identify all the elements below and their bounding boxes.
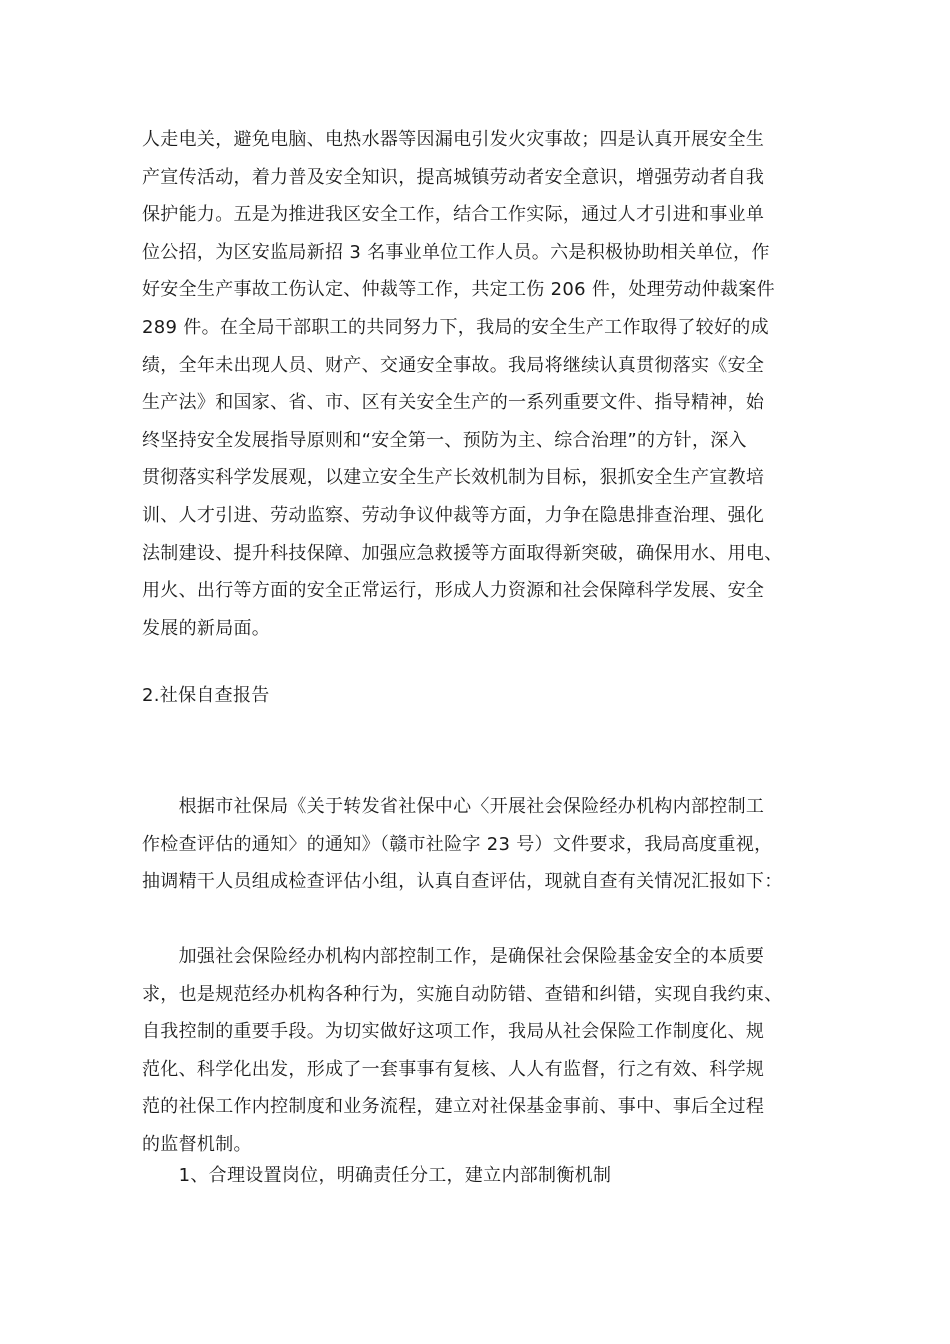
text-line: 范的社保工作内控制度和业务流程，建立对社保基金事前、事中、事后全过程: [142, 1096, 765, 1118]
text-line: 终坚持安全发展指导原则和“安全第一、预防为主、综合治理”的方针，深入: [142, 429, 747, 451]
text-line: 求，也是规范经办机构各种行为，实施自动防错、查错和纠错，实现自我约束、: [142, 983, 783, 1005]
text-line: 范化、科学化出发，形成了一套事事有复核、人人有监督，行之有效、科学规: [142, 1058, 765, 1080]
text-line: 抽调精干人员组成检查评估小组，认真自查评估，现就自查有关情况汇报如下：: [142, 871, 783, 893]
text-line: 保护能力。五是为推进我区安全工作，结合工作实际，通过人才引进和事业单: [142, 204, 765, 226]
text-line: 发展的新局面。: [142, 617, 271, 639]
text-line: 训、人才引进、劳动监察、劳动争议仲裁等方面，力争在隐患排查治理、强化: [142, 504, 765, 526]
text-line: 的监督机制。: [142, 1133, 252, 1155]
text-line: 289 件。在全局干部职工的共同努力下，我局的安全生产工作取得了较好的成: [142, 316, 769, 338]
text-line: 产宣传活动，着力普及安全知识，提高城镇劳动者安全意识，增强劳动者自我: [142, 166, 765, 188]
paragraph-1: [142, 121, 822, 647]
text-line: 用火、出行等方面的安全正常运行，形成人力资源和社会保障科学发展、安全: [142, 580, 765, 602]
paragraph-4: [142, 1157, 822, 1195]
text-line: 贯彻落实科学发展观，以建立安全生产长效机制为目标，狠抓安全生产宣教培: [142, 467, 765, 489]
section-heading: 2.社保自查报告: [142, 685, 270, 706]
paragraph-2: [142, 788, 822, 901]
text-line: 作检查评估的通知〉的通知》（赣市社险字 23 号）文件要求，我局高度重视，: [142, 833, 773, 855]
text-line: 1、合理设置岗位，明确责任分工，建立内部制衡机制: [142, 1165, 612, 1186]
text-line: 根据市社保局《关于转发省社保中心〈开展社会保险经办机构内部控制工: [142, 796, 765, 817]
text-line: 加强社会保险经办机构内部控制工作，是确保社会保险基金安全的本质要: [142, 946, 765, 967]
text-line: 位公招，为区安监局新招 3 名事业单位工作人员。六是积极协助相关单位，作: [142, 241, 770, 263]
text-line: 生产法》和国家、省、市、区有关安全生产的一系列重要文件、指导精神，始: [142, 392, 765, 414]
text-line: 人走电关，避免电脑、电热水器等因漏电引发火灾事故；四是认真开展安全生: [142, 129, 765, 150]
text-line: 法制建设、提升科技保障、加强应急救援等方面取得新突破，确保用水、用电、: [142, 542, 783, 564]
text-line: 绩，全年未出现人员、财产、交通安全事故。我局将继续认真贯彻落实《安全: [142, 354, 765, 376]
paragraph-3: [142, 938, 822, 1164]
text-line: 自我控制的重要手段。为切实做好这项工作，我局从社会保险工作制度化、规: [142, 1021, 765, 1043]
text-line: 好安全生产事故工伤认定、仲裁等工作，共定工伤 206 件，处理劳动仲裁案件: [142, 279, 775, 301]
